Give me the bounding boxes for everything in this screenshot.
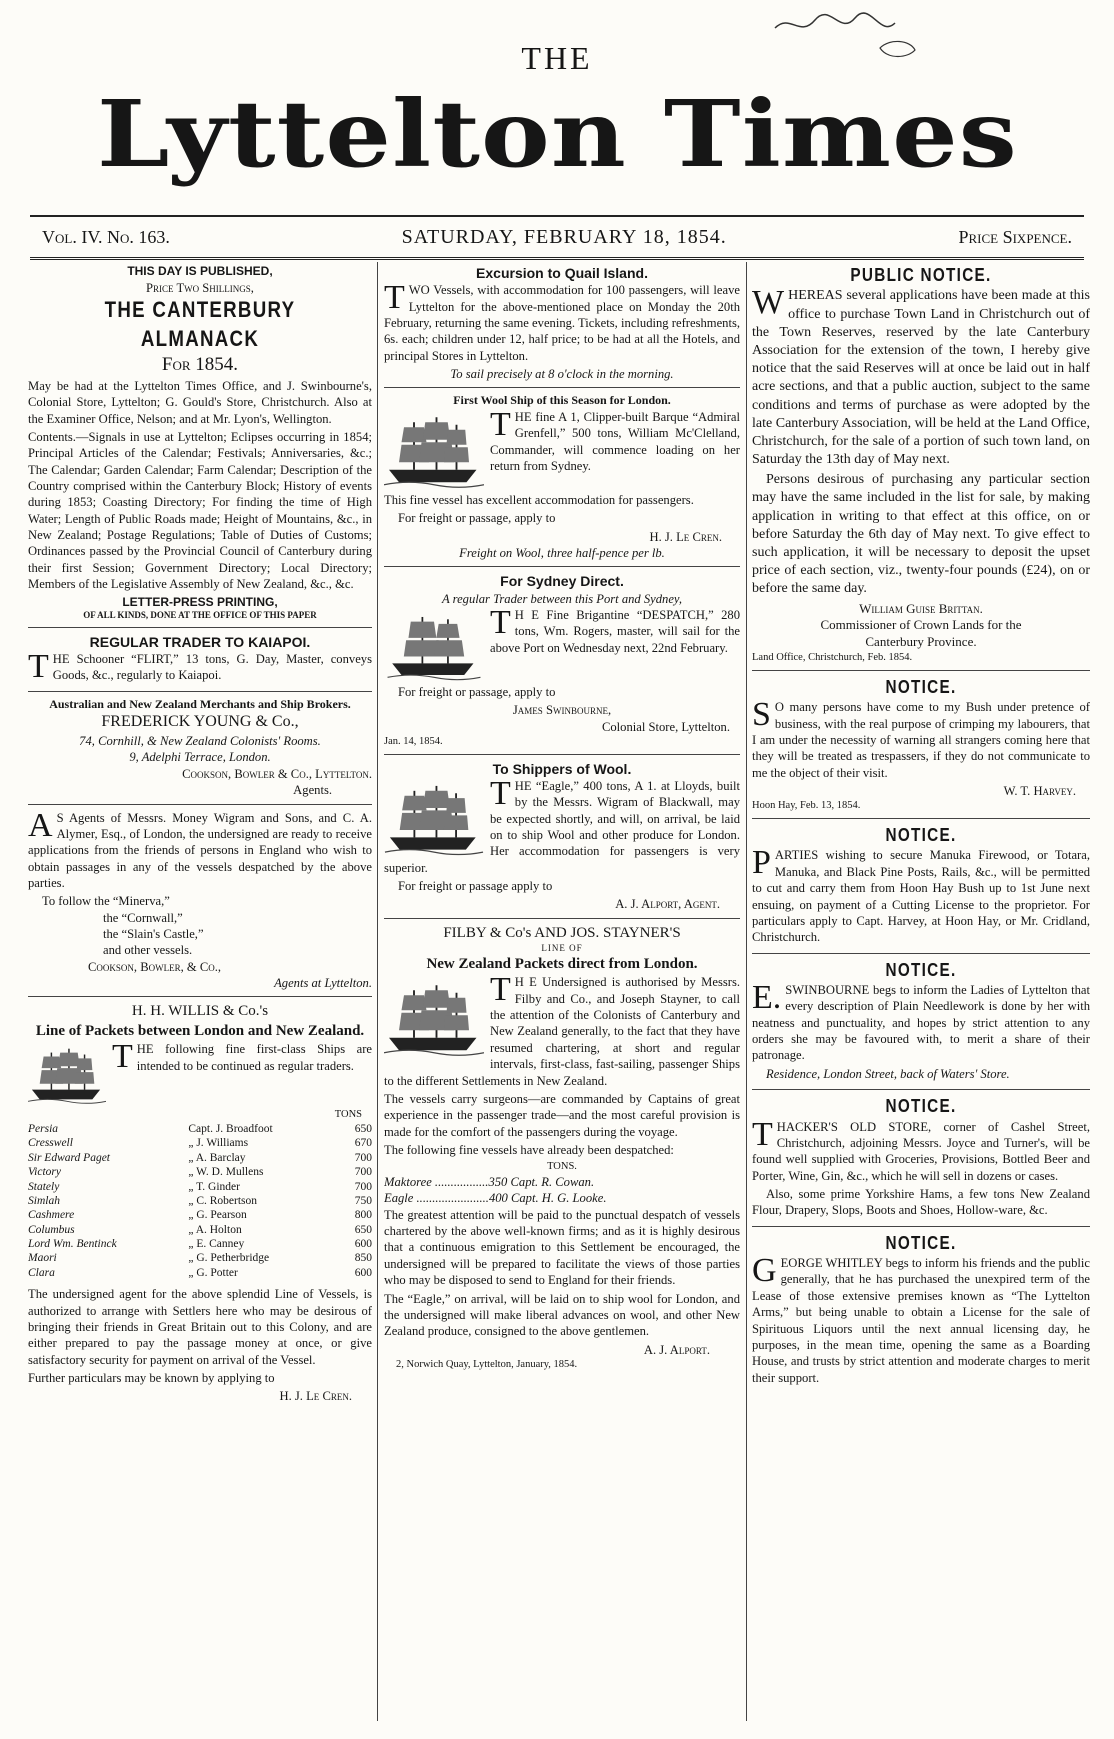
ship-illustration bbox=[384, 781, 484, 857]
notice-date: Hoon Hay, Feb. 13, 1854. bbox=[752, 800, 861, 812]
drop-cap: P bbox=[752, 844, 771, 882]
volume-number: Vol. IV. No. 163. bbox=[42, 226, 170, 247]
almanack-line-1: THIS DAY IS PUBLISHED, bbox=[127, 264, 273, 278]
drop-cap: T bbox=[490, 603, 511, 641]
notice-heading: NOTICE. bbox=[885, 959, 957, 980]
ship-row bbox=[28, 1136, 372, 1150]
filby-ad bbox=[384, 924, 740, 1377]
ship-illustration bbox=[384, 977, 484, 1061]
ship-row bbox=[28, 1208, 372, 1222]
wigram-vessel: the “Cornwall,” bbox=[103, 910, 183, 925]
ship-tons: 800 bbox=[354, 1209, 372, 1222]
ship-captain: „ A. Holton bbox=[188, 1223, 242, 1236]
filby-p4: The greatest attention will be paid to the punctual despatch of vessels chartered by the above well-known firms; and as it is highly desirous that a continuous emigration to this Settlement be encouraged, the undersigned will be prepared to facilitate the views of those parties who may be disposed to send to England for their friends. bbox=[384, 1207, 740, 1288]
ship-name: Sir Edward Paget bbox=[28, 1151, 110, 1164]
filby-p3: The following fine vessels have already been despatched: bbox=[384, 1142, 674, 1157]
drop-cap: S bbox=[752, 696, 771, 734]
column-2 bbox=[384, 264, 740, 1729]
public-notice-heading: PUBLIC NOTICE. bbox=[850, 265, 992, 285]
drop-cap: T bbox=[752, 1115, 773, 1153]
quail-heading: Excursion to Quail Island. bbox=[476, 265, 648, 281]
wool-ship-ad bbox=[384, 393, 740, 567]
ship-tons: 700 bbox=[354, 1151, 372, 1164]
wigram-signature-2: Agents at Lyttelton. bbox=[274, 976, 372, 991]
drop-cap: T bbox=[28, 647, 49, 685]
ship-row bbox=[28, 1223, 372, 1237]
young-heading: Australian and New Zealand Merchants and Ship Brokers. bbox=[49, 696, 351, 711]
wigram-body: S Agents of Messrs. Money Wigram and Sons, and C. A. Alymer, Esq., of London, the undersigned are ready to receive applications from the friends of persons in England who wish to obtain passages in any of the vessels despatched by the above parties. bbox=[28, 810, 372, 890]
eagle-body: HE “Eagle,” 400 tons, A 1. at Lloyds, built by the Messrs. Wigram of Blackwall, may be expected shortly, and will, on arrival, be laid on to ship Wool and other produce for London. Her accommodation for passengers is very superior. bbox=[384, 778, 740, 875]
sydney-p2: For freight or passage, apply to bbox=[398, 684, 556, 699]
almanack-ad bbox=[28, 264, 372, 628]
wigram-ad bbox=[28, 806, 372, 998]
ship-name: Victory bbox=[28, 1166, 61, 1179]
sydney-heading: For Sydney Direct. bbox=[500, 573, 624, 590]
ship-tons: 750 bbox=[354, 1194, 372, 1207]
drop-cap: T bbox=[490, 971, 511, 1009]
ship-row bbox=[28, 1180, 372, 1194]
ship-illustration bbox=[384, 412, 484, 490]
sydney-signature-2: Colonial Store, Lyttelton. bbox=[601, 719, 730, 734]
public-notice-date: Land Office, Christchurch, Feb. 1854. bbox=[752, 652, 913, 664]
wigram-signature: Cookson, Bowler, & Co., bbox=[88, 959, 222, 974]
public-notice-p2: Persons desirous of purchasing any particular section may have the same included in the list for sale, by making application in writing to that effect at this office, on or before Saturday the 6th day of May next. To give effect to such application, it will be necessary to deposit the upset price of each section, viz., twenty-four pounds (£24), on or before the same day. bbox=[752, 472, 1090, 597]
notice-heading: NOTICE. bbox=[885, 825, 957, 846]
young-name: FREDERICK YOUNG & Co., bbox=[101, 713, 299, 731]
ships-table bbox=[28, 1122, 372, 1280]
notice-body: ARTIES wishing to secure Manuka Firewood, or Totara, Manuka, and Black Pine Posts, Rails, &c., will be permitted to cut and carry them from Hoon Hay Bush up to 1st June next ensuing, on payment of a Cutting License to the proprietor. For particulars apply to Capt. Harvey, at Hoon Hay, or Mr. Cridland, Christchurch. bbox=[752, 848, 1090, 945]
eagle-p2: For freight or passage apply to bbox=[398, 878, 553, 893]
ship-captain: „ G. Pearson bbox=[188, 1209, 247, 1222]
willis-subheading: Line of Packets between London and New Zealand. bbox=[35, 1022, 365, 1039]
notice-firewood bbox=[752, 824, 1090, 954]
ship-name: Clara bbox=[28, 1266, 55, 1279]
drop-cap: T bbox=[112, 1038, 133, 1076]
newspaper-title: Lyttelton Times bbox=[97, 80, 1018, 188]
ship-captain: „ G. Petherbridge bbox=[188, 1252, 270, 1265]
notice-body: SWINBOURNE begs to inform the Ladies of Lyttelton that every description of Plain Needlework is done by her with neatness and punctuality, and hopes by strict attention to any orders she may be favoured with, to merit a share of their patronage. bbox=[752, 983, 1090, 1063]
filby-vessel: Maktoree .................350 Capt. R. Cowan. bbox=[384, 1174, 595, 1189]
drop-cap: A bbox=[28, 806, 53, 844]
letterpress-sub: OF ALL KINDS, DONE AT THE OFFICE OF THIS PAPER bbox=[83, 610, 317, 621]
willis-heading: H. H. WILLIS & Co.'s bbox=[131, 1003, 269, 1020]
kaiapoi-heading: REGULAR TRADER TO KAIAPOI. bbox=[89, 633, 311, 650]
price: Price Sixpence. bbox=[958, 226, 1072, 247]
ship-name: Persia bbox=[28, 1123, 59, 1136]
notice-needlework bbox=[752, 959, 1090, 1091]
wool-heading: First Wool Ship of this Season for London. bbox=[453, 393, 671, 408]
masthead-the: THE bbox=[521, 40, 593, 76]
ship-tons: 650 bbox=[354, 1223, 372, 1236]
public-notice-signature-3: Canterbury Province. bbox=[865, 634, 977, 650]
eagle-signature: A. J. Alport, Agent. bbox=[615, 897, 720, 912]
handwritten-signature bbox=[770, 8, 920, 68]
filby-subheading: New Zealand Packets direct from London. bbox=[426, 955, 698, 972]
eagle-ad bbox=[384, 760, 740, 919]
sydney-body: H E Fine Brigantine “DESPATCH,” 280 tons, Wm. Rogers, master, will sail for the above Port on Wednesday next, 22nd February. bbox=[490, 607, 740, 655]
ship-name: Columbus bbox=[28, 1223, 75, 1236]
public-notice bbox=[752, 264, 1090, 671]
willis-ad bbox=[28, 1002, 372, 1409]
ship-name: Maori bbox=[28, 1252, 57, 1265]
ship-tons: 650 bbox=[354, 1123, 372, 1136]
quail-body: WO Vessels, with accommodation for 100 passengers, will leave Lyttelton for the above-mentioned place on Monday the 20th February, returning the same evening. Tickets, including refreshments, 6s. each; children under 12, half price; to be had at all the Hotels, and principal Stores in Lyttelton. bbox=[384, 283, 740, 363]
ship-captain: „ W. D. Mullens bbox=[188, 1166, 264, 1179]
wool-body: HE fine A 1, Clipper-built Barque “Admiral Grenfell,” 500 tons, William Mc'Clelland, Commander, will commence loading on her return from Sydney. bbox=[490, 409, 740, 474]
ship-name: Cresswell bbox=[28, 1137, 73, 1150]
willis-signature: H. J. Le Cren. bbox=[279, 1389, 352, 1404]
almanack-title: THE CANTERBURY ALMANACK bbox=[104, 296, 296, 351]
drop-cap: G bbox=[752, 1252, 777, 1290]
ship-name: Stately bbox=[28, 1180, 60, 1193]
sydney-subheading: A regular Trader between this Port and Sydney, bbox=[442, 591, 682, 606]
ship-tons: 700 bbox=[354, 1180, 372, 1193]
public-notice-signature: William Guise Brittan. bbox=[859, 600, 983, 616]
kaiapoi-body: HE Schooner “FLIRT,” 13 tons, G. Day, Master, conveys Goods, &c., regularly to Kaiapoi. bbox=[52, 651, 372, 683]
young-address-2: 9, Adelphi Terrace, London. bbox=[129, 750, 271, 765]
wool-note: Freight on Wool, three half-pence per lb. bbox=[459, 546, 665, 561]
drop-cap: T bbox=[490, 774, 511, 812]
column-1 bbox=[28, 264, 372, 1729]
ship-tons: 700 bbox=[354, 1166, 372, 1179]
notice-heading: NOTICE. bbox=[885, 1096, 957, 1117]
dateline bbox=[30, 215, 1084, 260]
ship-row bbox=[28, 1266, 372, 1280]
ship-captain: „ T. Ginder bbox=[188, 1180, 240, 1193]
notice-p2: Also, some prime Yorkshire Hams, a few tons New Zealand Flour, Drapery, Slops, Boots and Shoes, Hollow-ware, &c. bbox=[752, 1187, 1090, 1218]
wigram-vessel: the “Slain's Castle,” bbox=[103, 927, 204, 942]
young-agents-label: Agents. bbox=[293, 783, 332, 798]
young-address-1: 74, Cornhill, & New Zealand Colonists' Rooms. bbox=[79, 734, 321, 749]
filby-address: 2, Norwich Quay, Lyttelton, January, 1854. bbox=[396, 1358, 578, 1370]
sydney-signature: James Swinbourne, bbox=[512, 703, 612, 718]
kaiapoi-ad bbox=[28, 633, 372, 692]
sydney-ad bbox=[384, 572, 740, 754]
quail-island-ad bbox=[384, 264, 740, 388]
issue-date: SATURDAY, FEBRUARY 18, 1854. bbox=[401, 225, 727, 248]
young-agents: Cookson, Bowler & Co., Lyttelton. bbox=[182, 766, 372, 781]
wigram-vessel: and other vessels. bbox=[103, 943, 193, 958]
almanack-body: May be had at the Lyttelton Times Office, and J. Swinbourne's, Colonial Store, Lyttelton; G. Gould's Store, Christchurch. Also at the Examiner Office, Nelson; and at Mr. Lyon's, Wellington. bbox=[28, 378, 372, 426]
notice-harvey bbox=[752, 676, 1090, 819]
filby-line: LINE OF bbox=[541, 943, 583, 954]
drop-cap: E. bbox=[752, 979, 782, 1017]
ship-row bbox=[28, 1237, 372, 1251]
ship-row bbox=[28, 1165, 372, 1179]
notice-heading: NOTICE. bbox=[885, 676, 957, 697]
public-notice-body: HEREAS several applications have been made at this office to purchase Town Land in Christchurch out of the Town Reserves, reserved by the late Canterbury Association for the extension of the town, I hereby give notice that the said Reserves will at once be laid out in half acre sections, and that a public auction, subject to the same conditions and terms of purchase as were adopted by the late Canterbury Association, will be held at the Land Office, Christchurch, for the sale of a portion of such town land, on Saturday the 13th day of May next. bbox=[752, 288, 1090, 468]
ship-row bbox=[28, 1251, 372, 1265]
filby-signature: A. J. Alport. bbox=[643, 1342, 710, 1357]
wigram-follow: To follow the “Minerva,” bbox=[42, 894, 170, 909]
notice-whitley bbox=[752, 1232, 1090, 1393]
ship-captain: „ C. Robertson bbox=[188, 1194, 258, 1207]
ship-illustration bbox=[384, 610, 484, 682]
ship-name: Lord Wm. Bentinck bbox=[28, 1238, 117, 1251]
ship-captain: Capt. J. Broadfoot bbox=[188, 1123, 273, 1136]
willis-further: Further particulars may be known by applying to bbox=[28, 1371, 275, 1386]
young-ad bbox=[28, 697, 372, 805]
notice-body: HACKER'S OLD STORE, corner of Cashel Street, Christchurch, adjoining Messrs. Joyce and Turner's, will be found well supplied with Groceries, Provisions, Bottled Beer and Porter, Wine, Gin, &c., which he will sell in dozens or cases. bbox=[752, 1119, 1090, 1183]
ship-captain: „ G. Potter bbox=[188, 1266, 238, 1279]
ship-captain: „ E. Canney bbox=[188, 1238, 245, 1251]
notice-body: O many persons have come to my Bush under pretence of business, with the real purpose of crimping my labourers, that I am under the necessity of warning all strangers coming here that they will be treated as trespassers, if they do not communicate to me the object of their visit. bbox=[752, 700, 1090, 780]
ship-row bbox=[28, 1194, 372, 1208]
drop-cap: T bbox=[384, 279, 405, 317]
notice-signature: W. T. Harvey. bbox=[1003, 784, 1076, 799]
filby-vessel: Eagle .......................400 Capt. H. G. Looke. bbox=[384, 1191, 607, 1206]
filby-tons-label: TONS. bbox=[547, 1161, 577, 1173]
filby-p5: The “Eagle,” on arrival, will be laid on to ship wool for London, and the undersigned will make liberal advances on wool, and other New Zealand produce, consigned to the above gentlemen. bbox=[384, 1291, 740, 1339]
sydney-date: Jan. 14, 1854. bbox=[384, 736, 443, 747]
filby-p2: The vessels carry surgeons—are commanded by Captains of great experience in the passenger trade—and the most careful provision is made for the comfort of the passengers during the voyage. bbox=[384, 1091, 740, 1139]
quail-note: To sail precisely at 8 o'clock in the morning. bbox=[450, 366, 674, 381]
column-rule bbox=[377, 262, 378, 1721]
ship-row bbox=[28, 1151, 372, 1165]
ship-name: Cashmere bbox=[28, 1209, 75, 1222]
ship-tons: 850 bbox=[354, 1252, 372, 1265]
ship-tons: 600 bbox=[354, 1238, 372, 1251]
wool-p3: For freight or passage, apply to bbox=[398, 511, 556, 526]
wool-signature: H. J. Le Cren. bbox=[649, 529, 722, 544]
notice-body: EORGE WHITLEY begs to inform his friends and the public generally, that he has purchased the unexpired term of the Lease of those extensive premises known as “The Lyttelton Arms,” but being unable to obtain a License for the sale of Spirituous Liquors until the next annual licensing day, he purposes, in the mean time, opening the same as a Boarding House, and trusts by strict attention and moderate charges to merit their support. bbox=[752, 1256, 1090, 1385]
drop-cap: W bbox=[752, 284, 785, 322]
notice-residence: Residence, London Street, back of Waters' Store. bbox=[766, 1066, 1010, 1081]
wool-p2: This fine vessel has excellent accommodation for passengers. bbox=[384, 492, 694, 507]
almanack-line-2: Price Two Shillings, bbox=[146, 280, 254, 295]
notice-store bbox=[752, 1095, 1090, 1227]
ship-captain: „ J. Williams bbox=[188, 1137, 249, 1150]
ship-tons: 670 bbox=[354, 1137, 372, 1150]
willis-body: The undersigned agent for the above splendid Line of Vessels, is authorized to arrange with Settlers here who may be desirous of bringing their friends in Great Britain out to this Colony, and are either prepared to pay the passage money at once, or give satisfactory security for payment on arrival of the Vessel. bbox=[28, 1287, 372, 1367]
column-3 bbox=[752, 264, 1090, 1729]
filby-body: H E Undersigned is authorised by Messrs. Filby and Co., and Joseph Stayner, to call the attention of the Colonists of Canterbury and New Zealand generally, to the fact that they have resumed chartering, at short and regular intervals, first-class, fast-sailing, passenger Ships to the different Settlements in New Zealand. bbox=[384, 975, 740, 1088]
letterpress-heading: LETTER-PRESS PRINTING, bbox=[122, 594, 278, 609]
ship-row bbox=[28, 1122, 372, 1136]
filby-heading: FILBY & Co's AND JOS. STAYNER'S bbox=[443, 924, 681, 941]
public-notice-signature-2: Commissioner of Crown Lands for the bbox=[820, 617, 1022, 633]
notice-heading: NOTICE. bbox=[885, 1232, 957, 1253]
almanack-year: For 1854. bbox=[161, 354, 239, 376]
ship-name: Simlah bbox=[28, 1194, 60, 1207]
eagle-heading: To Shippers of Wool. bbox=[492, 760, 632, 777]
column-rule bbox=[746, 262, 747, 1721]
ship-captain: „ A. Barclay bbox=[188, 1151, 246, 1164]
drop-cap: T bbox=[490, 405, 511, 443]
almanack-contents: Contents.—Signals in use at Lyttelton; Eclipses occurring in 1854; Principal Articles of the Calendar; Festivals; Anniversaries, &c.; The Calendar; Garden Calendar; Farm Calendar; Description of the Country comprised within the Canterbury Block; History of events during 1853; Coasting Directory; For finding the time of High Water; Length of Public Roads made; Height of Mountains, &c., in New Zealand; Postage Regulations; Table of Duties of Customs; Ordinances passed by the Provincial Council of Canterbury during their first Session; Government Directory; Local Directory; Members of the Legislative Assembly of New Zealand, &c., &c. bbox=[28, 429, 372, 592]
willis-intro: HE following fine first-class Ships are intended to be continued as regular traders. bbox=[136, 1042, 372, 1073]
ship-illustration bbox=[28, 1044, 106, 1106]
tons-label: TONS bbox=[334, 1109, 362, 1121]
ship-tons: 600 bbox=[354, 1266, 372, 1279]
